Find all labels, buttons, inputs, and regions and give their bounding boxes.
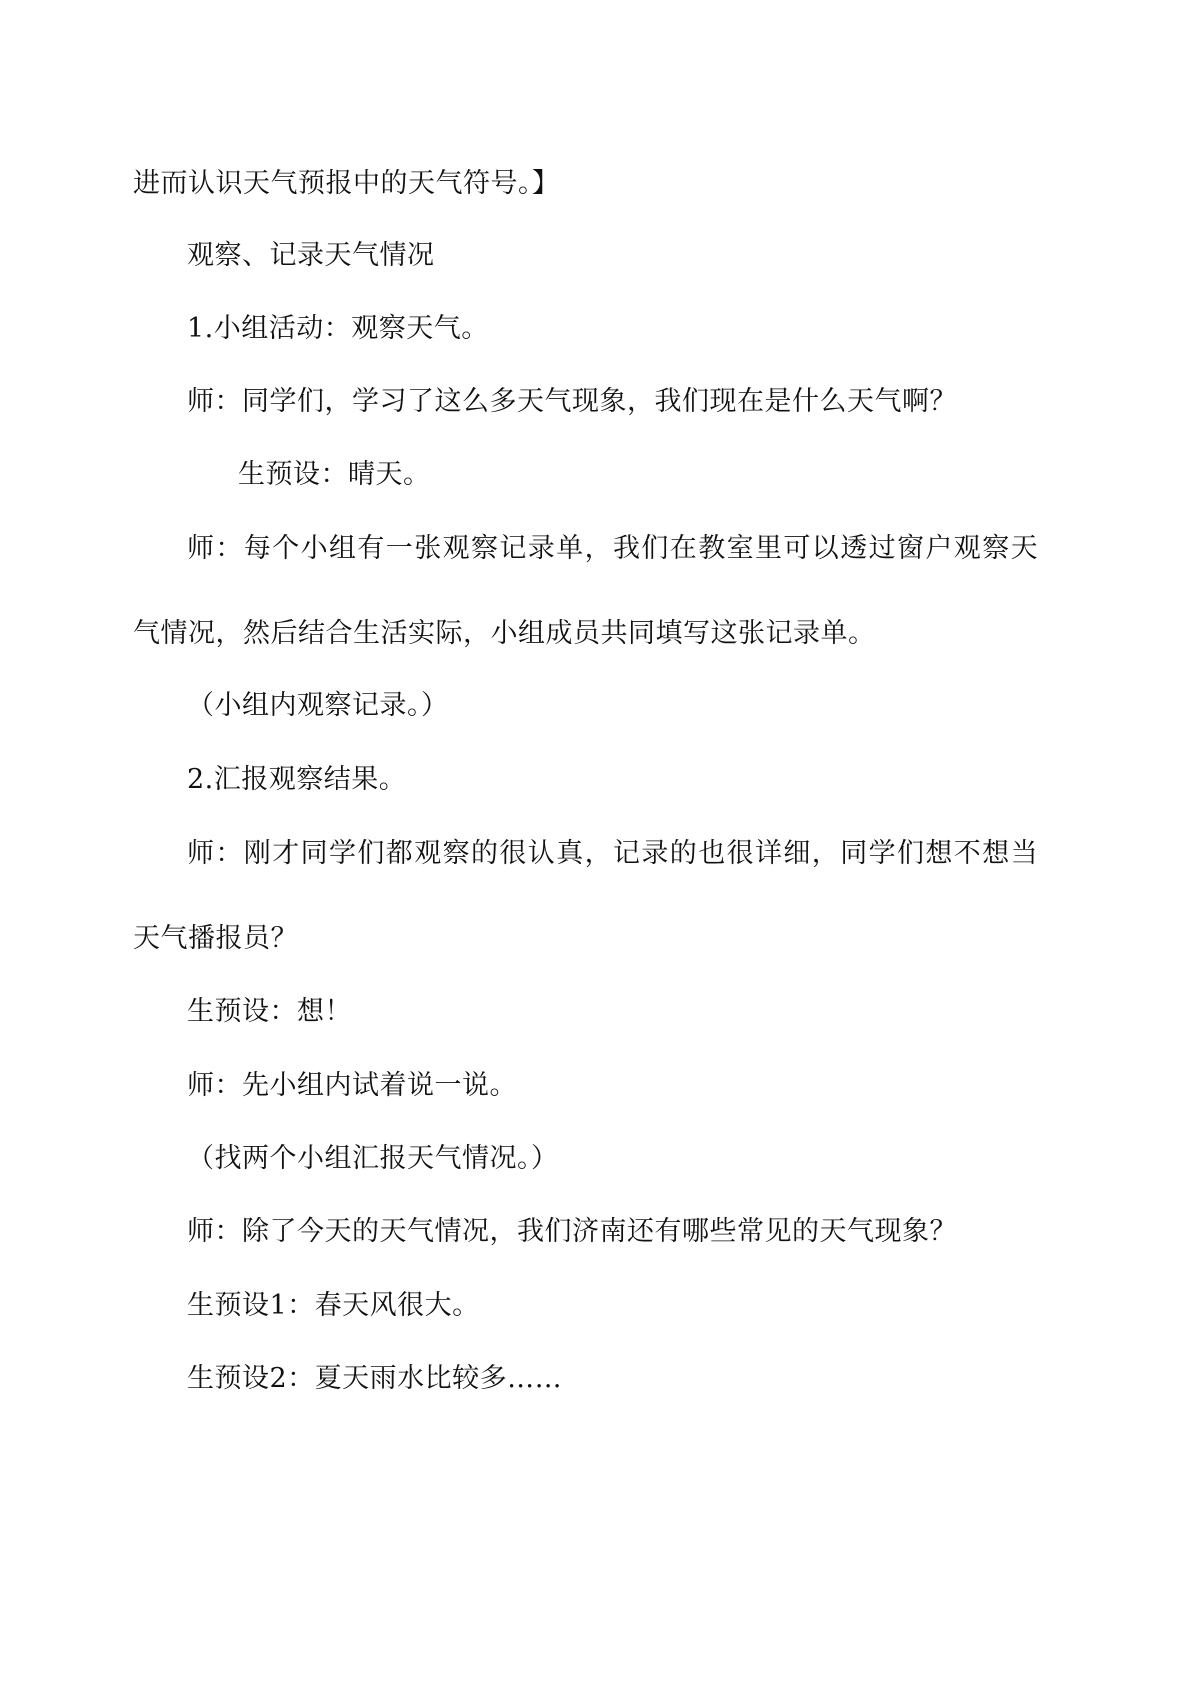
paragraph-line: 师：除了今天的天气情况，我们济南还有哪些常见的天气现象？ <box>187 1216 957 1247</box>
paragraph-line: 气情况，然后结合生活实际，小组成员共同填写这张记录单。 <box>133 618 876 649</box>
numbered-item: 1.小组活动：观察天气。 <box>187 313 489 344</box>
paragraph-line: 师：刚才同学们都观察的很认真，记录的也很详细，同学们想不想当 <box>187 838 1039 869</box>
paragraph-line: 生预设：想！ <box>187 996 352 1027</box>
paragraph-line: 生预设1：春天风很大。 <box>187 1290 480 1321</box>
paragraph-line: （小组内观察记录。） <box>187 690 449 721</box>
paragraph-line: 生预设2：夏天雨水比较多…… <box>187 1363 563 1394</box>
section-heading: 观察、记录天气情况 <box>187 240 435 271</box>
paragraph-line: （找两个小组汇报天气情况。） <box>187 1143 559 1174</box>
paragraph-line: 师：同学们，学习了这么多天气现象，我们现在是什么天气啊？ <box>187 386 957 417</box>
paragraph-line: 生预设：晴天。 <box>238 459 431 490</box>
paragraph-line: 师：先小组内试着说一说。 <box>187 1070 517 1101</box>
paragraph-line: 天气播报员？ <box>133 923 298 954</box>
numbered-item: 2.汇报观察结果。 <box>187 764 407 795</box>
paragraph-line: 师：每个小组有一张观察记录单，我们在教室里可以透过窗户观察天 <box>187 533 1039 564</box>
paragraph-line: 进而认识天气预报中的天气符号。】 <box>133 168 560 199</box>
